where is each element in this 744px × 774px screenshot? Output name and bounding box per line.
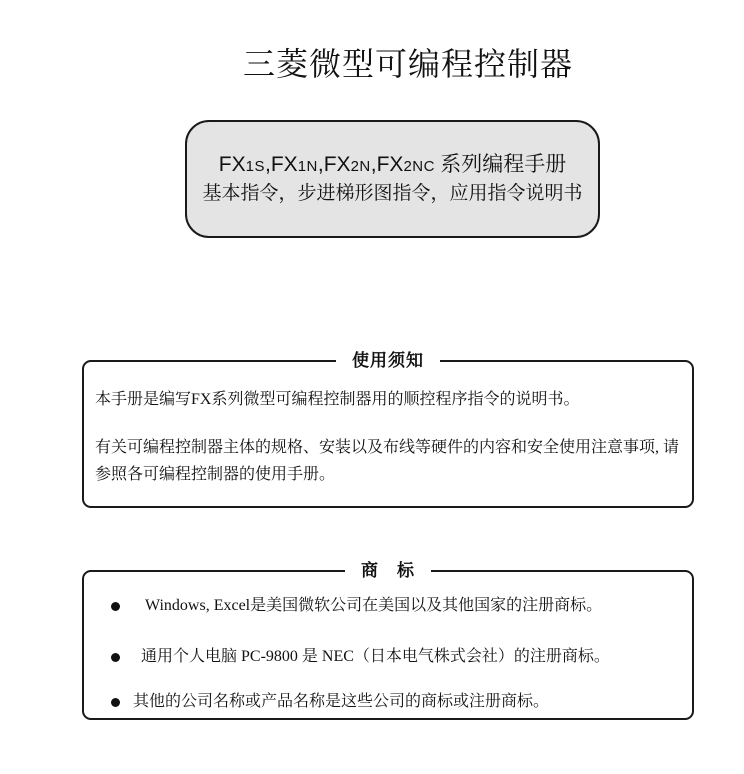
series-model-text: FX: [270, 152, 298, 176]
series-title: [219, 153, 566, 176]
trademark-item: [111, 692, 682, 712]
page-title: 三菱微型可编程控制器: [243, 46, 574, 83]
bullet-icon: [111, 602, 120, 611]
bullet-icon: [111, 653, 120, 662]
trademark-list: [111, 596, 682, 712]
bullet-icon: [111, 698, 120, 707]
trademark-item: [111, 647, 682, 667]
series-model-suffix: 2NC: [403, 157, 435, 175]
series-manual-label: 系列编程手册: [434, 151, 567, 176]
series-model-suffix: 1N: [297, 157, 318, 175]
notice-box-title: 使用须知: [336, 351, 440, 371]
series-separator: ,: [317, 152, 324, 176]
trademark-item-text: 其他的公司名称或产品名称是这些公司的商标或注册商标。: [133, 693, 550, 710]
trademark-item-text: 通用个人电脑 PC-9800 是 NEC（日本电气株式会社）的注册商标。: [141, 648, 610, 665]
trademark-box: [82, 561, 694, 720]
cover-subtitle: 基本指令，步进梯形图指令，应用指令说明书: [202, 182, 583, 204]
series-model-text: FX: [218, 152, 246, 176]
series-model-text: FX: [323, 152, 351, 176]
notice-paragraph: 有关可编程控制器主体的规格、安装以及布线等硬件的内容和安全使用注意事项, 请参照各可编程控制器的使用手册。: [95, 439, 680, 483]
series-model-suffix: 1S: [245, 157, 265, 175]
series-separator: ,: [370, 152, 377, 176]
cover-box: [185, 120, 600, 238]
series-separator: ,: [265, 152, 271, 176]
notice-box: [82, 351, 694, 508]
series-model-suffix: 2N: [350, 157, 371, 175]
notice-paragraph: 本手册是编写FX系列微型可编程控制器用的顺控程序指令的说明书。: [95, 391, 580, 408]
trademark-item: [111, 596, 682, 616]
trademark-box-title: 商 标: [345, 561, 431, 581]
series-model-text: FX: [376, 152, 404, 176]
trademark-item-text: Windows, Excel是美国微软公司在美国以及其他国家的注册商标。: [145, 597, 603, 614]
